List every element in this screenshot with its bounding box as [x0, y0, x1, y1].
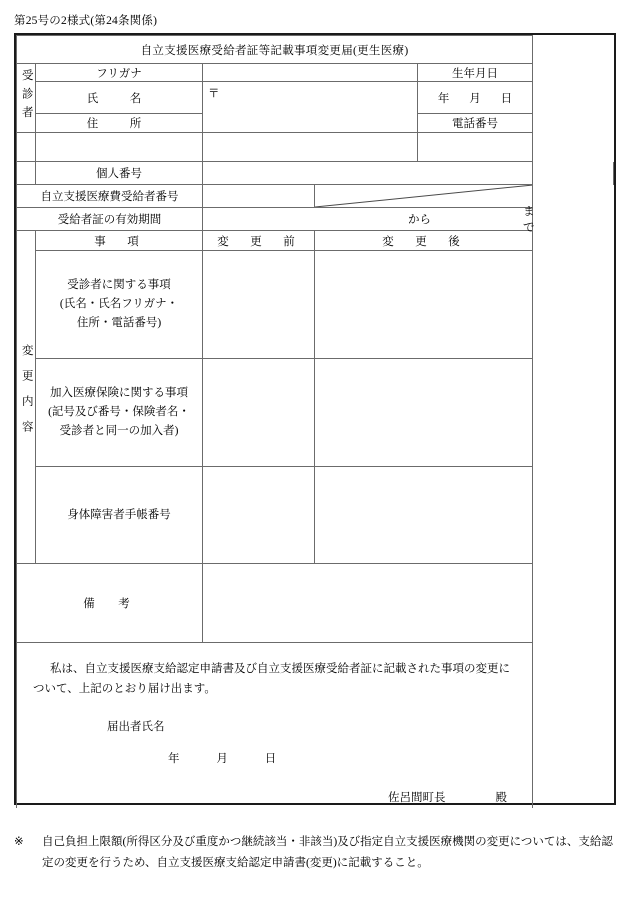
declaration-content [17, 643, 532, 808]
mynumber-row [17, 162, 614, 185]
validity-period-fields [203, 206, 535, 234]
remarks-row [17, 564, 614, 643]
change-col-after: 変 更 後 [315, 231, 533, 251]
birthdate-day-label: 日 [500, 92, 513, 105]
change-col-item: 事 項 [36, 231, 203, 251]
change-after-input-1[interactable] [315, 251, 533, 359]
form-title: 自立支援医療受給者証等記載事項変更届(更生医療) [17, 36, 533, 64]
birthdate-year-label: 年 [437, 92, 450, 105]
name-address-input[interactable] [203, 82, 418, 133]
submitter-name-label[interactable]: 届出者氏名 [107, 721, 165, 734]
change-row [17, 251, 614, 359]
furigana-row [17, 64, 614, 82]
patient-vertical-label-spacer [17, 133, 36, 162]
declaration-paragraph: 私は、自立支援医療支給認定申請書及び自立支援医療受給者証に記載された事項の変更について、上記のとおり届け出ます。 [33, 663, 510, 696]
mynumber-grid[interactable] [203, 162, 533, 185]
change-item-label-1: 受診者に関する事項 (氏名・氏名フリガナ・ 住所・電話番号) [36, 251, 203, 359]
title-row [17, 36, 614, 64]
addressee-honorific: 殿 [495, 791, 507, 804]
phone-label: 電話番号 [418, 114, 533, 133]
declaration-addressee [33, 788, 516, 808]
form-number-label: 第25号の2様式(第24条関係) [14, 15, 158, 27]
remarks-label: 備 考 [17, 564, 203, 643]
patient-vertical-label-spacer-2 [17, 162, 36, 185]
birthdate-label: 生年月日 [418, 64, 533, 82]
change-before-input-1[interactable] [203, 251, 315, 359]
address-label-spacer [36, 133, 203, 162]
diagonal-strike-icon [315, 185, 533, 207]
furigana-label: フリガナ [36, 64, 203, 82]
change-vertical-label: 変更内容 [17, 231, 36, 564]
declaration-block [17, 643, 533, 808]
declaration-day-label: 日 [264, 753, 277, 766]
birthdate-month-label: 月 [469, 92, 481, 105]
addressee-name: 佐呂間町長 [388, 791, 446, 804]
address-input[interactable] [203, 133, 418, 162]
change-before-input-3[interactable] [203, 467, 315, 564]
phone-input[interactable] [418, 133, 533, 162]
recipient-number-grid[interactable] [203, 185, 315, 208]
mynumber-label: 個人番号 [36, 162, 203, 185]
change-header-row [17, 231, 614, 251]
address-phone-row [17, 133, 614, 162]
patient-vertical-label: 受診者 [17, 64, 36, 133]
change-after-input-3[interactable] [315, 467, 533, 564]
declaration-row [17, 643, 614, 808]
address-label: 住 所 [36, 114, 203, 133]
change-row [17, 467, 614, 564]
declaration-date-fields[interactable] [33, 749, 516, 769]
declaration-month-label: 月 [216, 753, 228, 766]
change-after-input-2[interactable] [315, 359, 533, 467]
recipient-number-label: 自立支援医療費受給者番号 [17, 185, 203, 208]
furigana-input[interactable] [203, 64, 418, 82]
validity-input[interactable] [203, 206, 535, 234]
change-row [17, 359, 614, 467]
footnote [14, 832, 614, 875]
birthdate-fields[interactable] [418, 82, 533, 114]
footnote-mark-icon: ※ [14, 836, 24, 848]
name-label: 氏 名 [36, 82, 203, 114]
change-item-label-2: 加入医療保険に関する事項 (記号及び番号・保険者名・ 受診者と同一の加入者) [36, 359, 203, 467]
change-col-before: 変 更 前 [203, 231, 315, 251]
form-table [16, 35, 614, 808]
validity-row [17, 208, 614, 231]
validity-to-label: まで [523, 206, 535, 234]
recipient-number-void-area [315, 185, 533, 208]
mynumber-right-spacer [533, 162, 614, 185]
name-row [17, 82, 614, 114]
validity-label: 受給者証の有効期間 [17, 208, 203, 231]
declaration-year-label: 年 [168, 753, 180, 766]
footnote-text: 自己負担上限額(所得区分及び重度かつ継続該当・非該当)及び指定自立支援医療機関の変更については、支給認定の変更を行うため、自立支援医療支給認定申請書(変更)に記載すること。 [42, 836, 613, 870]
change-item-label-3: 身体障害者手帳番号 [36, 467, 203, 564]
validity-from-label: から [408, 214, 431, 226]
postal-mark-icon: 〒 [208, 88, 220, 100]
remarks-input[interactable] [203, 564, 533, 643]
change-before-input-2[interactable] [203, 359, 315, 467]
main-form-frame [14, 33, 616, 805]
